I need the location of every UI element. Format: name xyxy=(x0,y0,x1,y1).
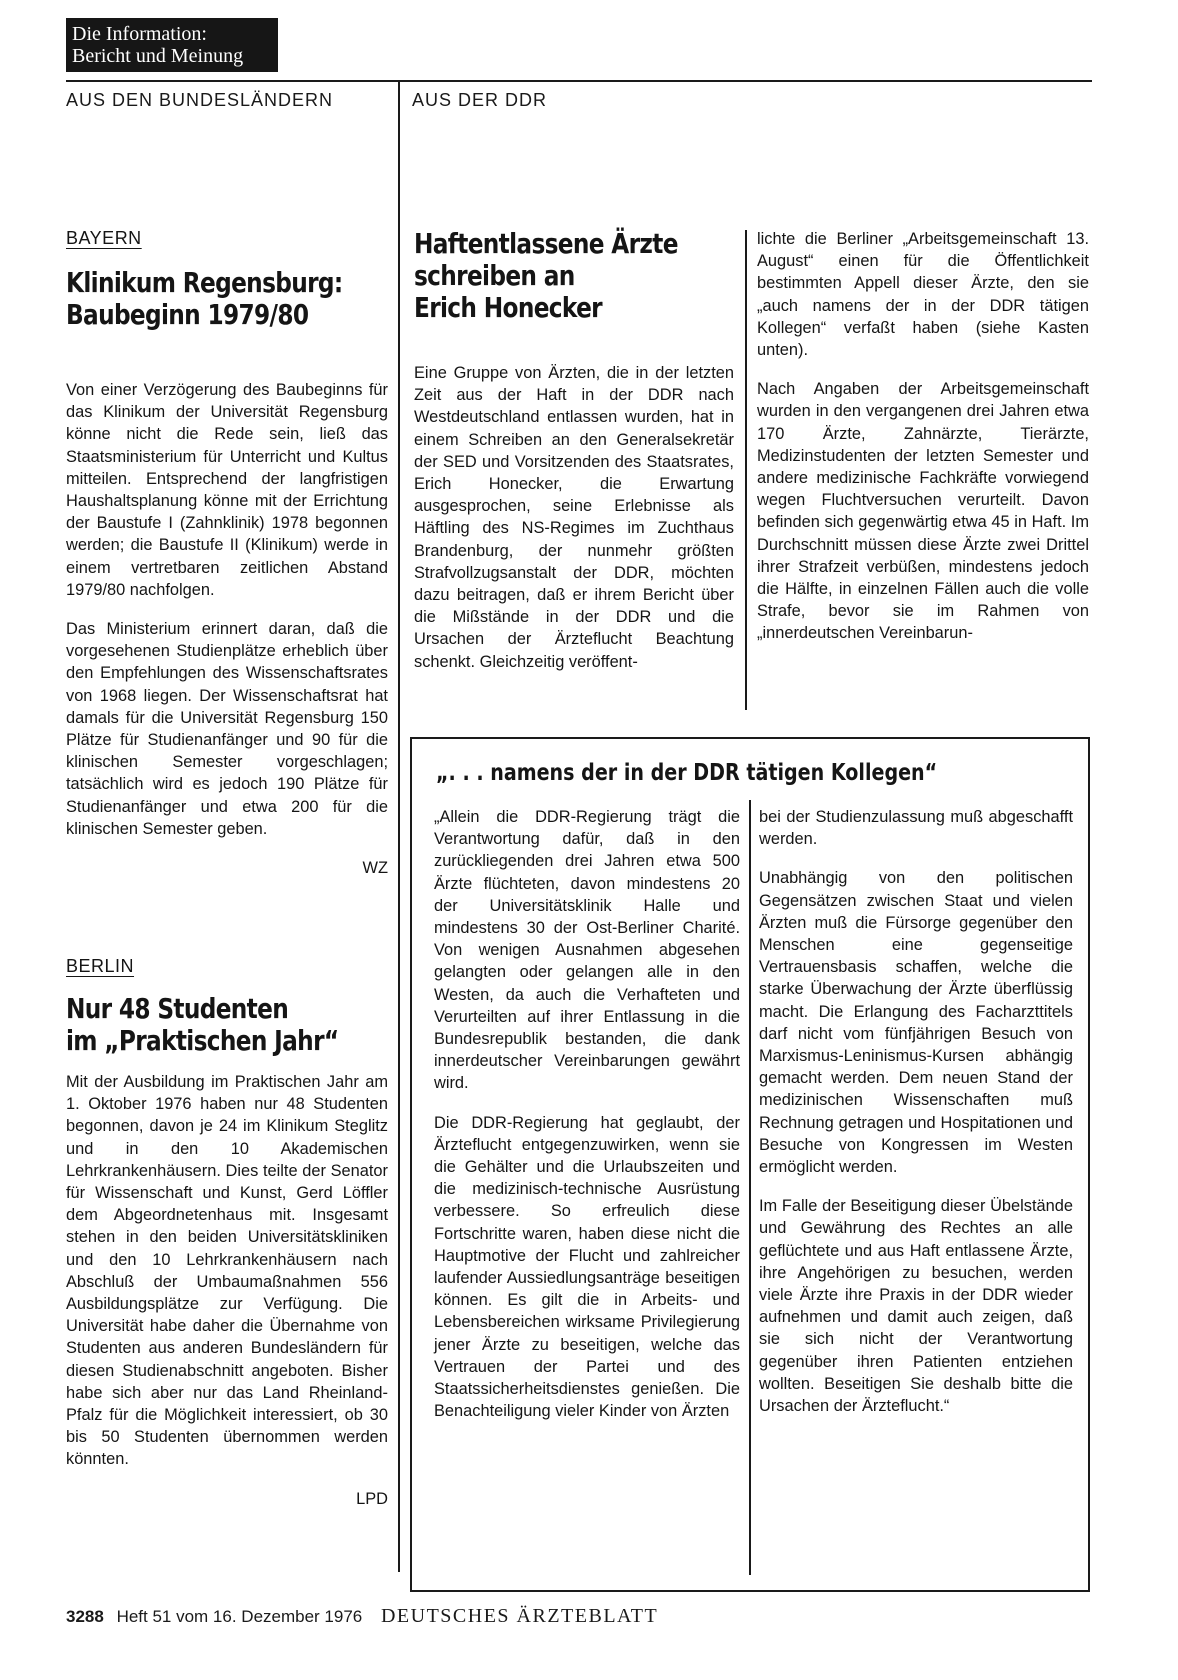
region-label-bayern: BAYERN xyxy=(66,228,142,248)
section-label-left: AUS DEN BUNDESLÄNDERN xyxy=(66,90,334,110)
headline-berlin: Nur 48 Studenten im „Praktischen Jahr“ xyxy=(66,992,339,1057)
section-label-right: AUS DER DDR xyxy=(412,90,548,110)
article-berlin xyxy=(66,956,388,1510)
quote-paragraph-2: Die DDR-Regierung hat geglaubt, der Ärzteflucht entgegenzuwirken, wenn sie die Gehälter und die Urlaubszeiten und die medizinisch-technische Ausrüstung verbessere. So erfreulich diese Fortschritte waren, haben diese nicht die Hauptmotive der Flucht und zahlreicher laufender Aussiedlungsanträge beseitigen können. Es gilt die in Arbeits- und Lebensbereichen wirksame Privilegierung jener Ärzte zu beseitigen, welche das Vertrauen der Partei und des Staatssicherheitsdienstes genießen. Die Benachteiligung vieler Kinder von Ärzten xyxy=(434,1113,740,1421)
quote-paragraph-3: bei der Studienzulassung muß abgeschafft werden. xyxy=(759,808,1073,849)
quote-paragraph-4: Unabhängig von den politischen Gegensätzen zwischen Staat und vielen Ärzten muß die Fürsorge gegenüber den Menschen eine gegenseitige Vertrauensbasis schaffen, welche die starke Überwachung der Ärzte überflüssig macht. Die Erlangung des Facharzttitels darf nicht vom fünfjährigen Besuch von Marxismus-Leninismus-Kursen abhängig gemacht werden. Dem neuen Stand der medizinischen Wissenschaften muß Rechnung getragen und Hospitationen und Besuche von Kongressen im Westen ermöglicht werden. xyxy=(759,869,1073,1177)
paragraph-ddr-3: Nach Angaben der Arbeitsgemeinschaft wurden in den vergangenen drei Jahren etwa 170 Ärzte, Zahnärzte, Tierärzte, Medizinstudenten der letzten Semester und andere medizinische Fachkräfte vorwiegend wegen Fluchtversuchen verurteilt. Davon befinden sich gegenwärtig etwa 45 in Haft. Im Durchschnitt müssen diese Ärzte zwei Drittel ihrer Strafzeit verbüßen, mindestens jedoch die Hälfte, in einzelnen Fällen auch die volle Strafe, bevor sie im Rahmen von „innerdeutschen Vereinbarun- xyxy=(757,380,1089,643)
region-label-berlin: BERLIN xyxy=(66,956,135,976)
column-divider-main xyxy=(398,80,400,1572)
article-bayern xyxy=(66,228,388,879)
paragraph-bayern-1: Von einer Verzögerung des Baubeginns für das Klinikum der Universität Regensburg könne nicht die Rede sein, ließ das Staatsministerium für Unterricht und Kultus mitteilen. Entsprechend der langfristigen Haushaltsplanung könne mit der Errichtung der Baustufe I (Zahnklinik) 1978 begonnen werden; die Baustufe II (Klinikum) werde in einem vertretbaren zeitlichen Abstand 1979/80 nachfolgen. xyxy=(66,381,388,599)
signature-berlin: LPD xyxy=(356,1489,388,1508)
quote-paragraph-1: „Allein die DDR-Regierung trägt die Verantwortung dafür, daß in den zurückliegenden drei Jahren etwa 500 Ärzte flüchteten, davon mindestens 20 der Universitätsklinik Halle und mindestens 30 der Ost-Berliner Charité. Von wenigen Ausnahmen abgesehen gelangten oder gelangen alle in den Westen, da auch die Verhafteten und Verurteilten auf ihrer Entlassung in die Bundesrepublik bestanden, die dank innerdeutscher Vereinbarungen gewährt wird. xyxy=(434,808,740,1093)
issue-info: Heft 51 vom 16. Dezember 1976 xyxy=(116,1607,363,1626)
page-footer xyxy=(66,1605,658,1628)
page-number: 3288 xyxy=(66,1607,104,1626)
paragraph-berlin-1: Mit der Ausbildung im Praktischen Jahr am 1. Oktober 1976 haben nur 48 Studenten begonnen, davon je 24 im Klinikum Steglitz und in den 10 Akademischen Lehrkrankenhäusern. Dies teilte der Senator für Wissenschaft und Kunst, Gerd Löffler dem Abgeordnetenhaus mit. Insgesamt stehen in den beiden Universitätskliniken und den 10 Lehrkrankenhäusern nach Abschluß der Umbaumaßnahmen 556 Ausbildungsplätze zur Verfügung. Die Universität habe daher die Übernahme von Studenten aus anderen Bundesländern für diesen Studienabschnitt angeboten. Bisher habe sich aber nur das Land Rheinland-Pfalz für die Möglichkeit interessiert, ob 30 bis 50 Studenten übernommen werden könnten. xyxy=(66,1073,388,1469)
masthead-line-2: Bericht und Meinung xyxy=(72,45,244,67)
paragraph-bayern-2: Das Ministerium erinnert daran, daß die vorgesehenen Studienplätze erheblich über den Empfehlungen des Wissenschaftsrates von 1968 liegen. Der Wissenschaftsrat hat damals für die Universität Regensburg 150 Plätze für Studienanfänger und 90 für die klinischen Semester vorgeschlagen; tatsächlich wird es jedoch 190 Plätze für Studienanfänger und etwa 200 für die klinischen Semester geben. xyxy=(66,620,388,838)
paragraph-ddr-2: lichte die Berliner „Arbeitsgemeinschaft 13. August“ einen für die Öffentlichkeit bestimmten Appell dieser Ärzte, den sie „auch namens der in der DDR tätigen Kollegen“ verfaßt haben (siehe Kasten unten). xyxy=(757,230,1089,360)
headline-bayern: Klinikum Regensburg: Baubeginn 1979/80 xyxy=(66,266,343,331)
section-masthead xyxy=(66,18,278,72)
quote-paragraph-5: Im Falle der Beseitigung dieser Übelstände und Gewährung des Rechtes an alle geflüchtete und aus Haft entlassene Ärzte, ihre Angehörigen zu besuchen, werden viele Ärzte ihre Praxis in der DDR wieder aufnehmen und damit auch zeigen, daß sie sich nicht der Verantwortung gegenüber ihren Patienten entziehen wollten. Beseitigen Sie deshalb bitte die Ursachen der Ärzteflucht.“ xyxy=(759,1197,1073,1416)
quote-box-column-2 xyxy=(759,806,1073,1417)
paragraph-ddr-1: Eine Gruppe von Ärzten, die in der letzten Zeit aus der Haft in der DDR nach Westdeutschland entlassen wurden, hat in einem Schreiben an den Generalsekretär der SED und Vorsitzenden des Staatsrates, Erich Honecker, die Erwartung ausgesprochen, seine Erlebnisse als Häftling des NS-Regimes im Zuchthaus Brandenburg, der nunmehr größten Strafvollzugsanstalt der DDR, möchten dazu beitragen, daß er ihrem Bericht über die Mißstände in der DDR und die Ursachen der Ärzteflucht Beachtung schenkt. Gleichzeitig veröffent- xyxy=(414,364,734,671)
quote-box-title: „. . . namens der in der DDR tätigen Kollegen“ xyxy=(436,760,938,786)
headline-ddr: Haftentlassene Ärzte schreiben an Erich Honecker xyxy=(414,227,678,324)
article-ddr-continued xyxy=(757,228,1089,645)
column-divider-ddr xyxy=(745,230,747,710)
top-rule xyxy=(66,80,1092,82)
quote-box-divider xyxy=(749,800,751,1575)
quote-box-column-1 xyxy=(434,806,740,1422)
masthead-line-1: Die Information: xyxy=(72,23,207,45)
magazine-name: DEUTSCHES ÄRZTEBLATT xyxy=(380,1605,659,1627)
signature-bayern: WZ xyxy=(362,859,388,878)
